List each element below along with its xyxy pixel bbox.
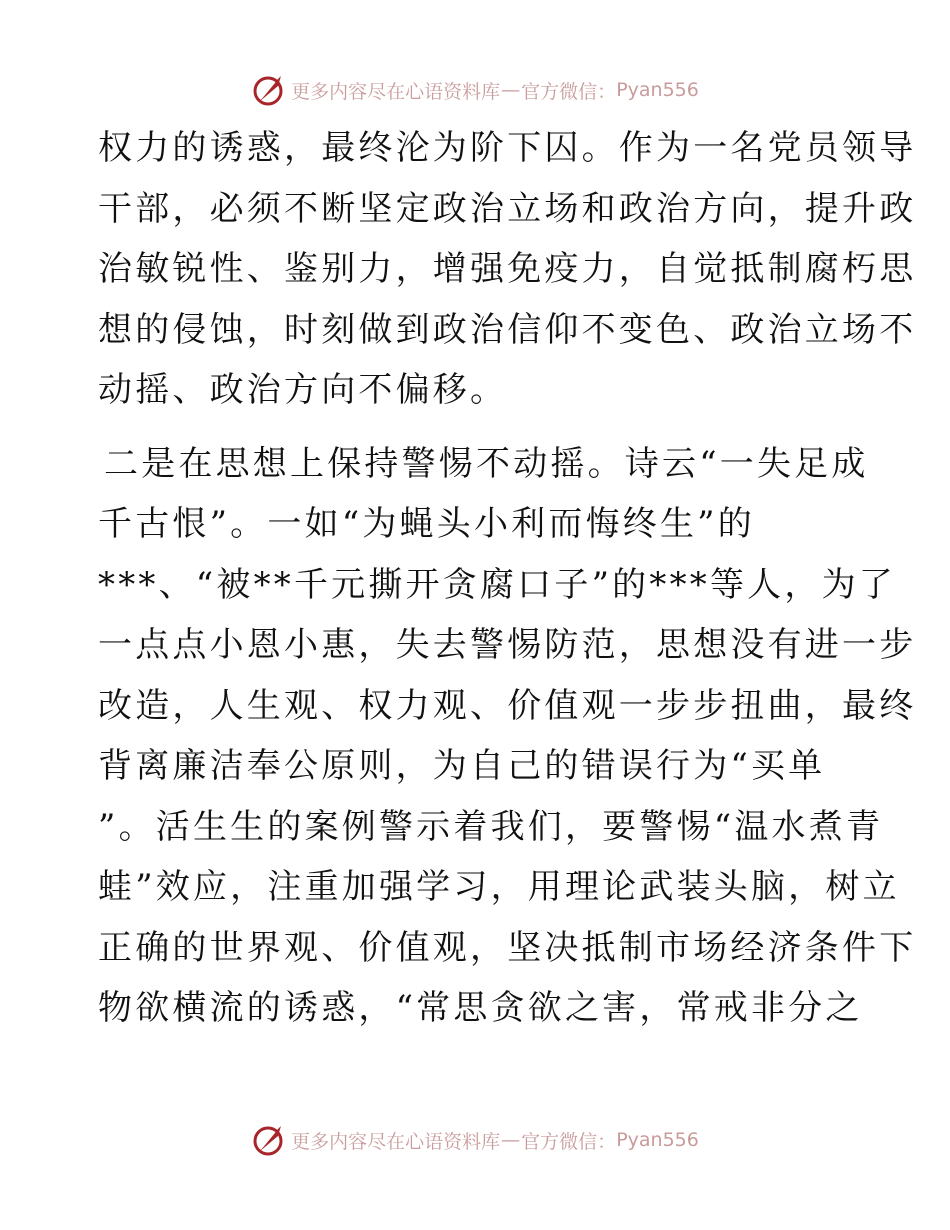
watermark-label: 官方微信：	[521, 80, 617, 103]
watermark-label: 官方微信：	[521, 1130, 617, 1153]
footer-watermark	[0, 1120, 950, 1160]
watermark-text: 更多内容尽在心语资料库	[291, 1130, 501, 1153]
watermark-separator: —	[501, 1129, 521, 1151]
paragraph-line: 正确的世界观、价值观，坚决抵制市场经济条件下	[98, 927, 917, 968]
paragraph-spacer	[98, 421, 858, 434]
paragraph-line: 背离廉洁奉公原则，为自己的错误行为“买单	[98, 746, 826, 786]
paragraph-line: ***、“被**千元撕开贪腐口子”的***等人，为了	[98, 564, 896, 605]
paragraph-line: 想的侵蚀，时刻做到政治信仰不变色、政治立场不	[98, 309, 917, 350]
paragraph-line: ”。活生生的案例警示着我们，要警惕“温水煮青	[98, 806, 884, 847]
quill-logo-icon	[251, 72, 287, 108]
paragraph-line: 物欲横流的诱惑，“常思贪欲之害，常戒非分之	[98, 988, 863, 1028]
document-body	[98, 118, 917, 1039]
paragraph-line: 千古恨”。一如“为蝇头小利而悔终生”的	[98, 504, 755, 544]
watermark-text: 更多内容尽在心语资料库	[291, 80, 501, 103]
paragraph-line: 治敏锐性、鉴别力，增强免疫力，自觉抵制腐朽思	[98, 249, 917, 289]
header-watermark	[0, 70, 950, 110]
paragraph-line: 蛙”效应，注重加强学习，用理论武装头脑，树立	[98, 867, 900, 907]
watermark-separator: —	[501, 79, 521, 101]
paragraph-1	[98, 118, 917, 421]
watermark-wechat-id: Pyan556	[616, 1129, 699, 1151]
quill-logo-icon	[251, 1122, 287, 1158]
paragraph-line: 一点点小恩小惠，失去警惕防范，思想没有进一步	[98, 625, 917, 665]
paragraph-line: 干部，必须不断坚定政治立场和政治方向，提升政	[98, 188, 917, 229]
paragraph-line: 动摇、政治方向不偏移。	[98, 370, 508, 410]
paragraph-2	[98, 434, 917, 1039]
paragraph-line: 改造，人生观、权力观、价值观一步步扭曲，最终	[98, 685, 917, 726]
paragraph-line: 二是在思想上保持警惕不动摇。诗云“一失足成	[104, 443, 869, 484]
watermark-wechat-id: Pyan556	[616, 79, 699, 101]
paragraph-line: 权力的诱惑，最终沦为阶下囚。作为一名党员领导	[98, 128, 917, 168]
